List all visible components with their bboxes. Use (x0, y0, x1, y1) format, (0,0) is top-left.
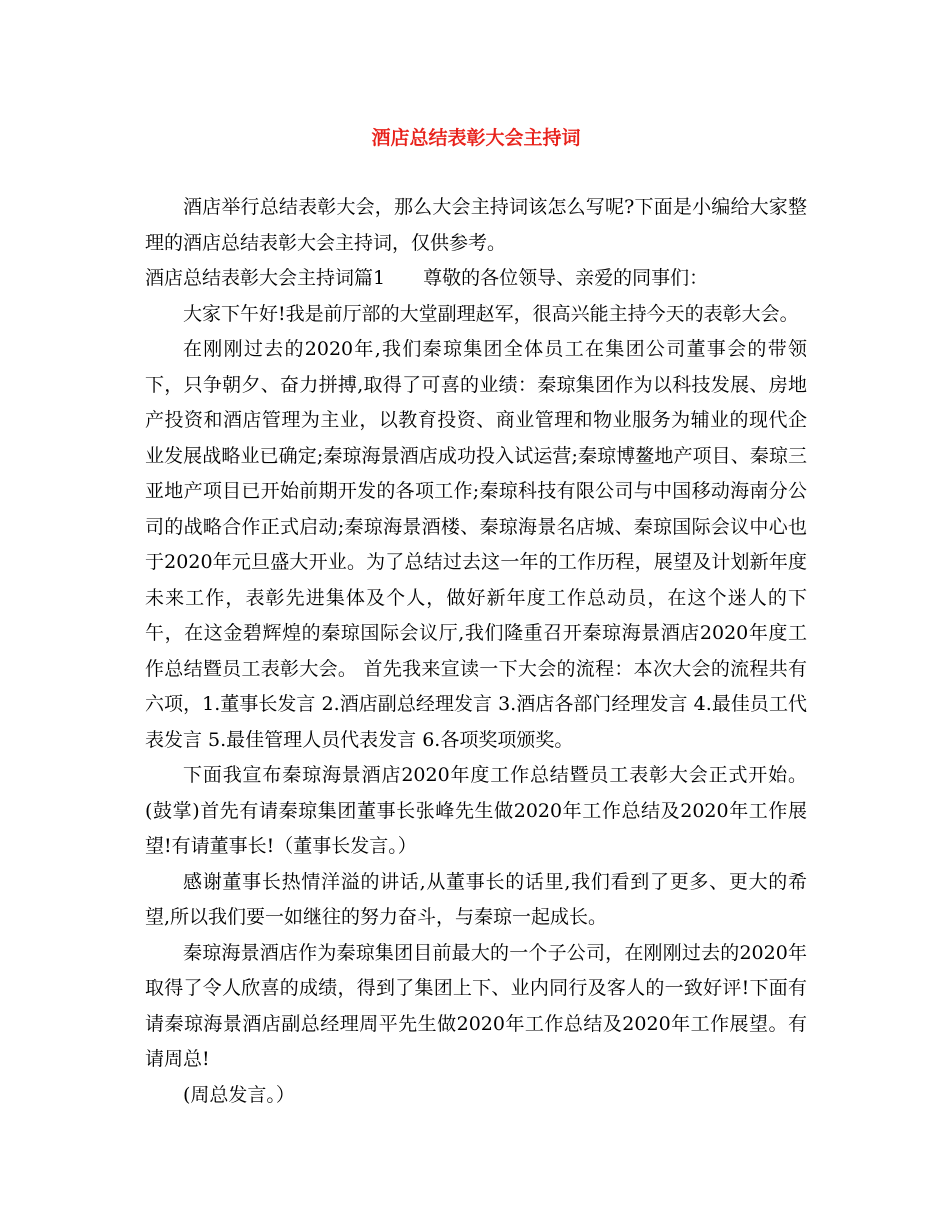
review-paragraph: 在刚刚过去的2020年,我们秦琼集团全体员工在集团公司董事会的带领下，只争朝夕、奋力拼搏,取得了可喜的业绩：秦琼集团作为以科技发展、房地产投资和酒店管理为主业，以教育投资、商业管理和物业服务为辅业的现代企业发展战略业已确定;秦琼海景酒店成功投入试运营;秦琼博鳌地产项目、秦琼三亚地产项目已开始前期开发的各项工作;秦琼科技有限公司与中国移动海南分公司的战略合作正式启动;秦琼海景酒楼、秦琼海景名店城、秦琼国际会议中心也于2020年元旦盛大开业。为了总结过去这一年的工作历程，展望及计划新年度未来工作，表彰先进集体及个人，做好新年度工作总动员，在这个迷人的下午，在这金碧辉煌的秦琼国际会议厅,我们隆重召开秦琼海景酒店2020年度工作总结暨员工表彰大会。 首先我来宣读一下大会的流程：本次大会的流程共有六项，1.董事长发言 2.酒店副总经理发言 3.酒店各部门经理发言 4.最佳员工代表发言 5.最佳管理人员代表发言 6.各项奖项颁奖。 (145, 338, 807, 751)
vice-manager-paragraph: 秦琼海景酒店作为秦琼集团目前最大的一个子公司，在刚刚过去的2020年取得了令人欣喜的成绩，得到了集团上下、业内同行及客人的一致好评!下面有请秦琼海景酒店副总经理周平先生做2020年工作总结及2020年工作展望。有请周总! (145, 941, 807, 1070)
thanks-paragraph: 感谢董事长热情洋溢的讲话,从董事长的话里,我们看到了更多、更大的希望,所以我们要一如继往的努力奋斗，与秦琼一起成长。 (145, 870, 807, 928)
document-body (145, 190, 807, 1113)
speech-heading-paragraph: 酒店总结表彰大会主持词篇1 尊敬的各位领导、亲爱的同事们： (145, 267, 709, 289)
document-page (145, 0, 807, 1230)
greeting-paragraph: 大家下午好!我是前厅部的大堂副理赵军，很高兴能主持今天的表彰大会。 (183, 302, 799, 325)
closing-note-paragraph: (周总发言。） (183, 1083, 295, 1106)
opening-paragraph: 下面我宣布秦琼海景酒店2020年度工作总结暨员工表彰大会正式开始。(鼓掌)首先有请秦琼集团董事长张峰先生做2020年工作总结及2020年工作展望!有请董事长!（董事长发言。） (145, 764, 807, 857)
document-title: 酒店总结表彰大会主持词 (371, 127, 581, 149)
intro-paragraph: 酒店举行总结表彰大会，那么大会主持词该怎么写呢?下面是小编给大家整理的酒店总结表彰大会主持词，仅供参考。 (145, 196, 807, 254)
